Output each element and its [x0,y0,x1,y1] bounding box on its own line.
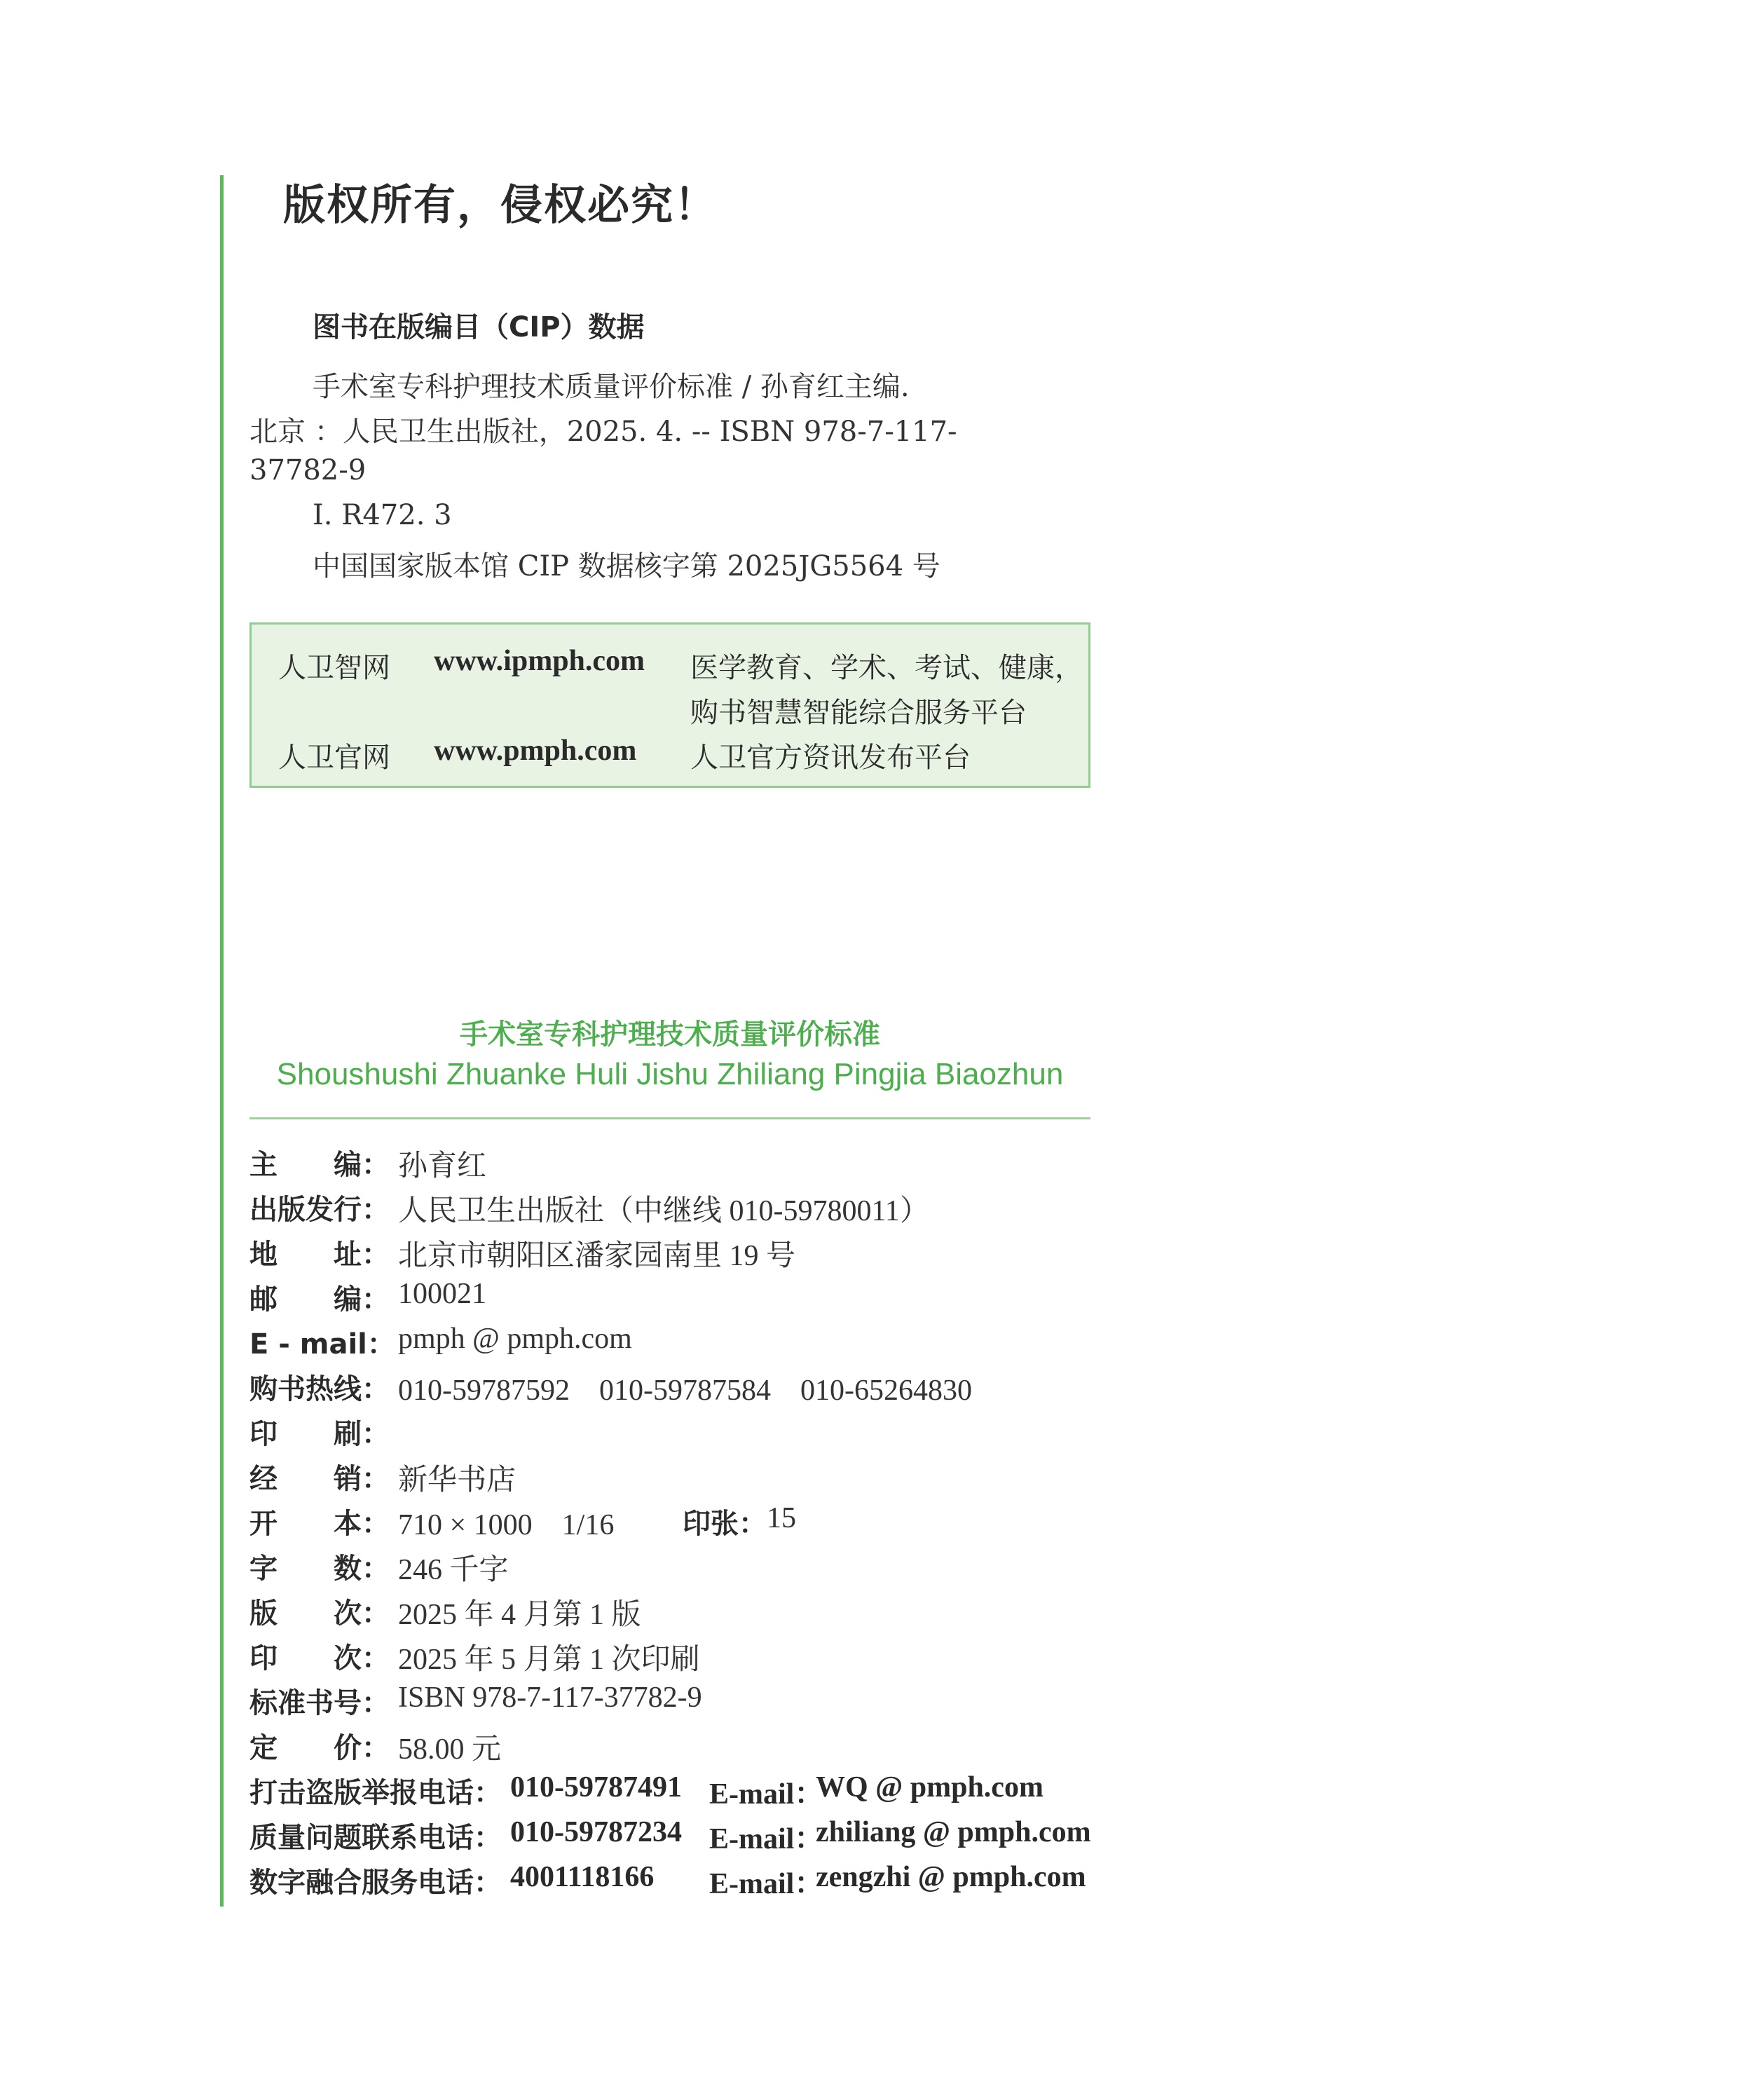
detail-label: 定 价： [249,1732,390,1764]
detail-value: 710 × 1000 1/16 [398,1509,615,1541]
detail-value: 100021 [398,1278,486,1310]
detail-value: 北京市朝阳区潘家园南里 19 号 [398,1240,796,1272]
platform-desc: 购书智慧智能综合服务平台 [690,697,1027,729]
detail-label: 标准书号： [249,1687,390,1719]
divider [249,1117,1090,1119]
detail-value: 孙育红 [398,1150,487,1182]
detail-label: 印张： [683,1508,767,1540]
contact-label: 打击盗版举报电话： [249,1777,502,1809]
platform-name: 人卫智网 [278,652,390,684]
detail-value[interactable]: pmph @ pmph.com [398,1323,632,1355]
detail-label: 出版发行： [249,1194,390,1226]
contact-phone: 010-59787234 [510,1816,682,1848]
detail-label: 字 数： [249,1553,390,1585]
platform-link[interactable]: www.pmph.com [434,735,637,767]
book-title: 手术室专科护理技术质量评价标准 [460,1018,880,1051]
contact-email-label: E-mail： [709,1868,824,1900]
detail-value: 2025 年 5 月第 1 次印刷 [398,1644,700,1676]
detail-label: 购书热线： [249,1373,390,1405]
detail-label: 地 址： [249,1239,390,1271]
cip-line-3: 37782-9 [249,454,367,486]
platform-name: 人卫官网 [278,742,390,774]
detail-label: 主 编： [249,1149,390,1181]
detail-label: 开 本： [249,1508,390,1540]
detail-value: 新华书店 [398,1464,516,1496]
detail-value: 010-59787592 010-59787584 010-65264830 [398,1375,972,1407]
platform-desc: 人卫官方资讯发布平台 [690,742,971,774]
contact-email[interactable]: zengzhi @ pmph.com [816,1861,1086,1893]
detail-label: 经 销： [249,1463,390,1495]
detail-label: 版 次： [249,1597,390,1630]
platform-link[interactable]: www.ipmph.com [434,645,645,677]
platform-box [249,622,1090,788]
contact-email[interactable]: WQ @ pmph.com [816,1771,1044,1804]
contact-label: 数字融合服务电话： [249,1867,502,1899]
detail-value: 58.00 元 [398,1733,502,1766]
cip-line-5: 中国国家版本馆 CIP 数据核字第 2025JG5564 号 [313,550,940,582]
book-pinyin: Shoushushi Zhuanke Huli Jishu Zhiliang Pingjia Biaozhun [276,1057,1064,1091]
detail-value: 246 千字 [398,1554,509,1586]
cip-title: 图书在版编目（CIP）数据 [313,311,645,343]
contact-email-label: E-mail： [709,1778,824,1811]
detail-value: 15 [767,1502,796,1534]
contact-phone: 4001118166 [510,1861,655,1893]
cip-line-2: 北京 ：人民卫生出版社，2025. 4. -- ISBN 978-7-117- [249,416,957,448]
detail-label: 印 刷： [249,1418,390,1450]
cip-line-4: Ⅰ. R472. 3 [313,499,452,531]
contact-phone: 010-59787491 [510,1771,682,1804]
cip-line-1: 手术室专科护理技术质量评价标准 / 孙育红主编. [313,371,910,403]
detail-label: 印 次： [249,1642,390,1675]
contact-email[interactable]: zhiliang @ pmph.com [816,1816,1091,1848]
detail-label: E - mail： [249,1328,395,1361]
detail-value: 人民卫生出版社（中继线 010-59780011） [398,1195,929,1227]
contact-email-label: E-mail： [709,1823,824,1855]
copyright-notice: 版权所有，侵权必究！ [283,181,718,230]
detail-value: ISBN 978-7-117-37782-9 [398,1682,702,1714]
detail-label: 邮 编： [249,1283,390,1316]
detail-value: 2025 年 4 月第 1 版 [398,1599,641,1631]
platform-desc: 医学教育、学术、考试、健康， [690,652,1083,684]
contact-label: 质量问题联系电话： [249,1822,502,1854]
